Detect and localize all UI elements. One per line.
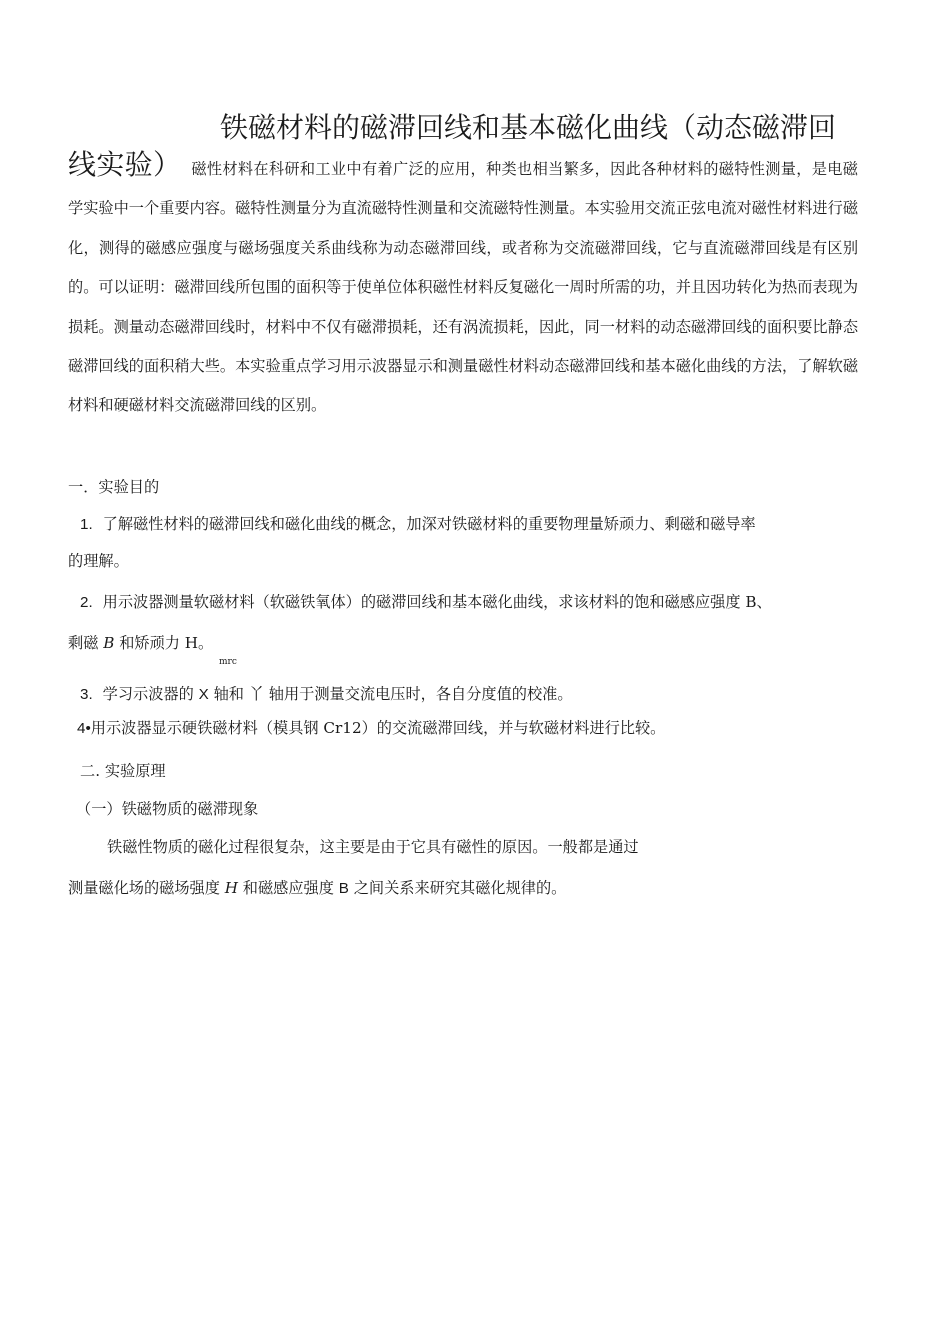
symbol-b: B [338, 880, 349, 897]
item-text: 剩磁 [68, 634, 104, 652]
objective-item-2 [80, 591, 772, 612]
item-text: 用示波器测量软磁材料（软磁铁氧体）的磁滞回线和基本磁化曲线，求该材料的饱和磁感应强度 B、 [102, 593, 772, 611]
symbol-b: B [103, 634, 115, 652]
subscript-mrc: mrc [219, 657, 237, 667]
intro-text: 磁性材料在科研和工业中有着广泛的应用，种类也相当繁多，因此各种材料的磁特性测量，是电磁学实验中一个重要内容。磁特性测量分为直流磁特性测量和交流磁特性测量。本实验用交流正弦电流对磁性材料进行磁化，测得的磁感应强度与磁场强度关系曲线称为动态磁滞回线，或者称为交流磁滞回线，它与直流磁滞回线是有区别的。可以证明：磁滞回线所包围的面积等于使单位体积磁性材料反复磁化一周时所需的功，并且因功转化为热而表现为损耗。测量动态磁滞回线时，材料中不仅有磁滞损耗，还有涡流损耗，因此，同一材料的动态磁滞回线的面积要比静态磁滞回线的面积稍大些。本实验重点学习用示波器显示和测量磁性材料动态磁滞回线和基本磁化曲线的方法，了解软磁材料和硬磁材料交流磁滞回线的区别。 [68, 160, 858, 415]
principle-paragraph: 铁磁性物质的磁化过程很复杂，这主要是由于它具有磁性的原因。一般都是通过 [107, 838, 639, 856]
item-text: 学习示波器的 [102, 685, 199, 703]
objective-item-3 [80, 683, 573, 704]
symbol-h: H [224, 879, 238, 897]
paragraph-text: 测量磁化场的磁场强度 [68, 879, 225, 897]
item-number: 1. [80, 516, 93, 533]
objective-item-1 [80, 513, 756, 534]
item-text: 和矫顽力 H。 [114, 634, 214, 652]
item-number: 2. [80, 594, 93, 611]
principle-paragraph-continued [68, 877, 566, 898]
document-title: 铁磁材料的磁滞回线和基本磁化曲线（动态磁滞回 [220, 111, 837, 144]
subsection-heading: （一）铁磁物质的磁滞现象 [76, 800, 259, 818]
item-text: 用示波器显示硬铁磁材料（模具钢 Cr12）的交流磁滞回线，并与软磁材料进行比较。 [90, 719, 666, 737]
objective-item-1-continued: 的理解。 [68, 552, 129, 570]
item-number: 3. [80, 686, 93, 703]
item-text: 轴用于测量交流电压时，各自分度值的校准。 [263, 685, 573, 703]
paragraph-text: 之间关系来研究其磁化规律的。 [348, 879, 567, 897]
section-heading-objectives: 一．实验目的 [68, 478, 160, 496]
axis-x-label: X [198, 686, 209, 703]
objective-item-4 [77, 717, 665, 738]
objective-item-2-continued [68, 632, 213, 653]
section-heading-principle: 二. 实验原理 [80, 762, 166, 780]
document-title-continuation: 线实验） [68, 148, 182, 181]
item-text: 了解磁性材料的磁滞回线和磁化曲线的概念，加深对铁磁材料的重要物理量矫顽力、剩磁和磁导率 [102, 515, 756, 533]
axis-y-label: 丫 [248, 685, 264, 703]
paragraph-text: 和磁感应强度 [237, 879, 339, 897]
item-text: 轴和 [208, 685, 249, 703]
intro-paragraph [68, 150, 858, 426]
item-number: 4• [77, 720, 91, 737]
